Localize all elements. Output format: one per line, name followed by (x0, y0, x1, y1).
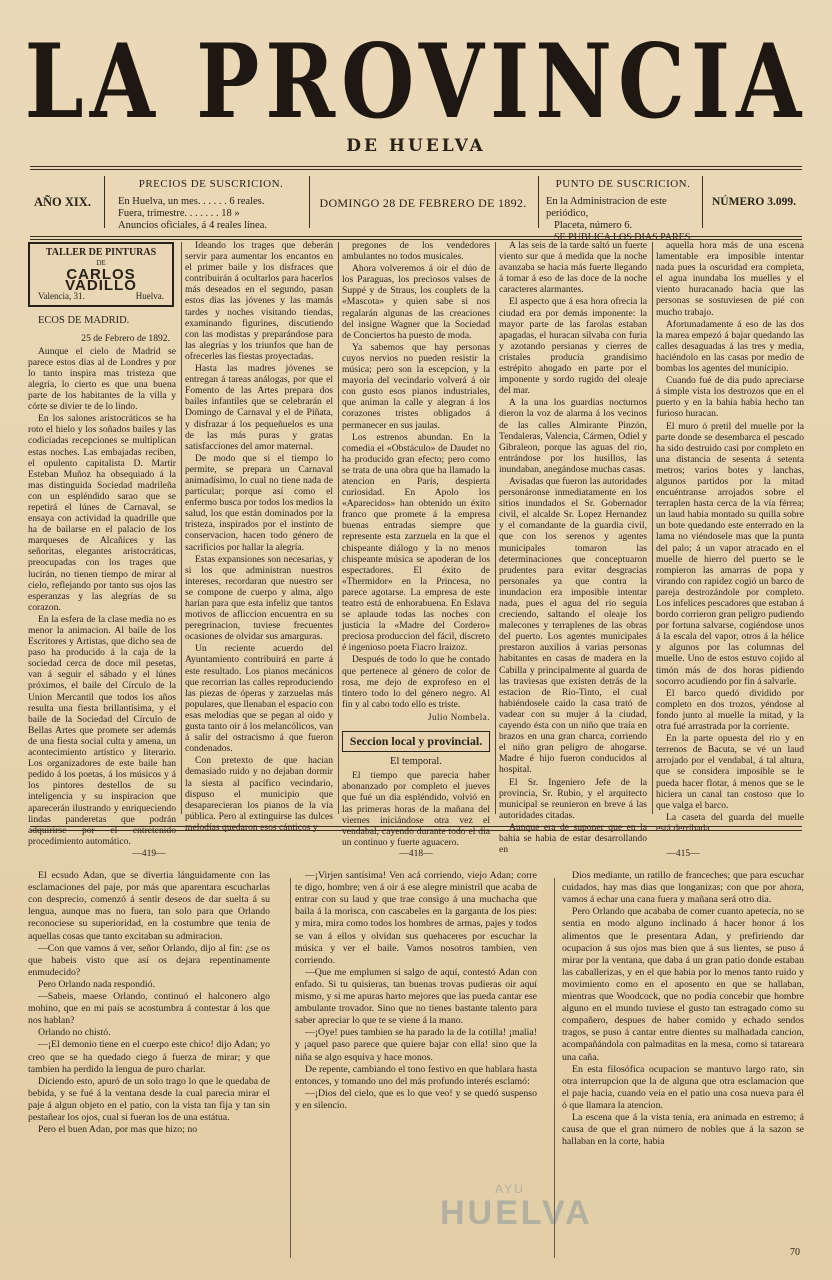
watermark-line: AYU (495, 1182, 525, 1196)
paragraph: De repente, cambiando el tono festivo en que hablara hasta entonces, y tomando uno del más profundo interés esclamó: (295, 1063, 537, 1087)
info-bar (30, 170, 802, 243)
ad-city: Huelva. (135, 291, 164, 302)
paragraph: En la esfera de la clase media no es menor la animacion. Al baile de los Escritores y Artistas, que dicho sea de paso ha producido á la caja de la sociedad cerca de doce mil pesetas, van á seguir el sábado y el lúnes próximos, el baile del Círculo de la Union Mercantil que todos los años resulta una fiesta brillantísima, y el baile de la Sociedad del Círculo de Bellas Artes que promete ser además de una fiesta social culta y amena, un acontecimiento artístico y literario. Los organizadores de este baile han pedido á los poetas, á los músicos y á los pintores destellos de su inteligencia y su inspiracion que aparecerán ilustrando y enriqueciendo lindas panderetas que podrán adquirirse por el entretenido procedimiento automático. (28, 613, 176, 847)
paragraph: —Sabeis, maese Orlando, continuó el halconero algo mohino, que en mi país se acostumbra á contestar á los que nos hablan? (28, 991, 270, 1027)
prices-line: Anuncios oficiales, á 4 reales línea. (118, 220, 267, 231)
folletin-page-number: —419— (132, 849, 166, 859)
paragraph: Afortunadamente á eso de las dos la marea empezó á bajar quedando las calles desaguadas á las tres y media, haciéndolo en las casas por medio de bombas los agentes del municipio. (656, 318, 804, 375)
date-cell (314, 170, 532, 234)
year-cell (30, 170, 100, 234)
point-title: PUNTO DE SUSCRICION. (555, 178, 691, 190)
folletin-rule-thin (30, 830, 802, 831)
paragraph: De modo que si el tiempo lo permite, se prepara un Carnaval animadísimo, lo cual no tiene nada de particular; porque así como el enfermo busca por todos los medios la salud, los que están dominados por la tristeza, inspirados por el instinto de conservacion, hacen todo género de sacrificios por hallar la alegría. (185, 452, 333, 553)
point-line: SE PUBLICA LOS DIAS PARES. (554, 232, 693, 243)
issue-date: DOMINGO 28 DE FEBRERO DE 1892. (319, 196, 527, 210)
info-rule (30, 236, 802, 237)
prices-cell (118, 170, 304, 234)
prices-line: En Huelva, un mes. . . . . . 6 reales. (118, 196, 265, 207)
paragraph: El barco quedó dividido por completo en dos trozos, yéndose al fondo junto al muelle la mitad, y la otra fué arrastrada por la corriente. (656, 687, 804, 733)
paragraph: —Que me emplumen si salgo de aquí, contestó Adan con enfado. Si tu quisieras, tan buenas trovas pudieras oir aquí mismo, y si me apuras harto mejores que las pueda cantar ese ambulante trovador. Sino que no tienes bastante talento para saber apreciar lo que te se viene á la mano. (295, 966, 537, 1027)
paragraph: Hasta las madres jóvenes se entregan á tareas análogas, por que el Fomento de las Artes prepara dos bailes infantiles que se celebrarán el Domingo de Carnaval y el de Piñata, y disfrazar á los pequeñuelos es una de las más puras y gratas satisfacciones del amor maternal. (185, 363, 333, 452)
point-cell (546, 170, 700, 243)
prices-line: Fuera, trimestre. . . . . . . 18 » (118, 208, 240, 219)
paragraph: Después de todo lo que he contado que pertenece al género de color de rosa, me dejo de exprofeso en el tintero todo lo del género negro. Al fin y al cabo todo ello es triste. (342, 654, 490, 710)
paragraph: Orlando no chistó. (38, 1027, 111, 1039)
paragraph: —¡El demonio tiene en el cuerpo este chico! dijo Adan; yo creo que se ha quedado ciego á fuerza de mirar; y que tambien ha perdido la lengua de puro charlar. (28, 1039, 270, 1075)
paragraph: Un reciente acuerdo del Ayuntamiento contribuirá en parte á este resultado. Los pianos mecánicos que recorrian las calles reproduciendo las piezas de óperas y zarzuelas más populares, que llenaban el espacio con esas melodías que se pegan al oido y gusta tanto oir á los melancólicos, van á salir del ostracismo á que fueron condenados. (185, 643, 333, 755)
article-heading: ECOS DE MADRID. (38, 315, 130, 327)
advertisement (28, 242, 174, 307)
paragraph: —Con que vamos á ver, señor Orlando, dijo al fin: ¿se os que habeis visto que así os dejara repentinamente enmudecido? (28, 942, 270, 978)
paragraph: —¡Virjen santísima! Ven acá corriendo, viejo Adan; corre te digo, hombre; ven á oir á ese alegre ministril que acaba de entrar con su laud y que trae consigo á una muchacha que baila á la morisca, con cascabeles en la garganta de los pies: y mira, mira como todos los hombres de armas, pajes y todos se van á ellos y olvidan sus quehaceres por escuchar la música y ver el baile. Vamos nosotros tambien, ven corriendo. (295, 870, 537, 966)
point-line: En la Administracion de este periódico, (546, 196, 667, 219)
paragraph: Aunque el cielo de Madrid se parece estos dias al de Londres y por lo tanto inspira mas tristeza que alegría, lo cierto es que una buena parte de los habitantes de la villa y córte se divier te de lo lindo. (28, 345, 176, 413)
issue-number: NÚMERO 3.099. (711, 196, 796, 208)
ad-name: CARLOS VADILLO (65, 266, 137, 295)
column-3 (342, 240, 490, 848)
paragraph: El ecsudo Adan, que se divertia lánguidamente con las esclamaciones del paje, por más que aparentara escucharlas con desprecio, comenzó á sentir deseos de dar suelta á su lengua, aunque mas no fuera, tan solo para que Orlando reconociese su superioridad, en la costumbre que tenia de aquellas cosas que tanto excitaban su admiracion. (28, 870, 270, 942)
paragraph: En los salones aristocráticos se ha roto el hielo y los soñados bailes y las codiciadas recepciones se multiplican estas noches. Las embajadas reciben, el opulento capitalista D. Martir Esteban Muñoz ha obsequiado á la mas distinguida Sociedad madrileña con un espléndido sarao que se repetirá el lúnes de Carnaval, se ensaya con actividad la quadrille que ha de bailarse en el palacio de los marqueses de Alcañices y las señoritas, elegantes aristocráticas, preocupadas con los trages que lucirán, no tienen tiempo de mirar al cielo, reflejando por tanto sus ojos las esperanzas y las alegrías de su corazon. (28, 413, 176, 613)
folletin-column-3 (562, 848, 804, 1258)
paragraph: Con pretexto de que hacian demasiado ruido y no dejaban dormir la siesta al pacífico vecindario, dispuso el municipio que desaparecieran los pianos de la vía pública. Pero al extinguirse las dulces melodías quedaron esos cánticos y (185, 755, 333, 833)
paragraph: Cuando fué de dia pudo apreciarse á simple vista los destrozos que en el puerto y en la bahía habia hecho tan furioso huracan. (656, 375, 804, 420)
info-separator (702, 176, 703, 228)
paragraph: Ahora volveremos á oir el dúo de los Paraguas, los preciosos valses de Suppé y de Straus, los couplets de la «Mascota» y quien sabe si nos regalarán algunas de las creaciones del insigne Wagner que la Sociedad de Conciertos ha puesto de moda. (342, 263, 490, 341)
paragraph: —¡Dios del cielo, que es lo que veo! y se quedó suspenso y en silencio. (295, 1087, 537, 1111)
paragraph: El tiempo que parecia haber abonanzado por completo el jueves que fué un dia espléndido, volvió en las primeras horas de la mañana del viernes iniciándose otra vez el vendabal, cayendo durante todo el dia un continuo y fuerte aguacero. (342, 770, 490, 848)
info-separator (309, 176, 310, 228)
paragraph: El aspecto que á esa hora ofrecia la ciudad era por demás imponente: la mayor parte de las farolas estaban apagadas, el huracan silvaba con furia y azotando persianas y cierres de cristales producía grandísimo estrépito ahogado en parte por el imponente y sordo rugido del oleaje del mar. (499, 296, 647, 397)
top-rule (30, 166, 802, 167)
paragraph: Pero Orlando que acababa de comer cuanto apetecía, no se sentia en modo alguno inclinado á hacer honor á los alimentos que le presentara Adan, y prefiriendo dar ocupacion á sus ojos mas bien que á sus lientes, se puso á mirar por la ventana, que daba á un gran patio donde estaban las caballerizas, y en el que habia por lo menos tanto ruido y movimiento como en el aposento en que se hallaban, mientras que Woodcock, que no podía concebir que hombre alguno en el mundo tuviese el gusto tan estragado como su compañero, despues de haber comido y echado sendos tragos, se puso á cantar entre dientes su malhadada cancion, acompañándola con palmaditas en la mesa, como si tatareara una caña. (562, 906, 804, 1063)
paragraph: La caseta del guarda del muelle está derribada. (656, 811, 804, 834)
paragraph: Los estrenos abundan. En la comedia el «Obstáculo» de Daudet no ha producido gran efecto; pero como se trata de una obra que ha llamado la atencion en París, despierta curiosidad. En Apolo los «Aparecidos» han obtenido un éxito franco que promete á la empresa buenas entradas siempre que represente esta zarzuela en la que el chispeante diálogo y la no menos chispeante música se apoderan de los espectadores. El éxito de «Thermidor» en la Princesa, no parece agotarse. La empresa de este teatro está de enhorabuena. En Eslava se aplaude todas las noches con justicia la «Madre del Cordero» preciosa produccion del fácil, discreto é ingenioso poeta Fiacro Iraizoz. (342, 431, 490, 654)
paragraph: En esta filosófica ocupacion se mantuvo largo rato, sin otra interrupcion que la de alguna que otra esclamacion que el paje hacia, cuando veia en el patio una cosa nueva para él ó que llamara la atencion. (562, 1063, 804, 1111)
paragraph: Dios mediante, un ratillo de franceches; que para escuchar cuidados, hay mas dias que longanizas; con que por ahora, vamos á echar una cana fuera y mañana será otro dia. (562, 870, 804, 906)
ad-line: TALLER DE PINTURAS (45, 247, 157, 258)
paragraph: La escena que á la vista tenía, era animada en estremo; á causa de que el gran número de nobles que á la sazon se hallaban en la corte, habia (562, 1111, 804, 1148)
article-date: 25 de Febrero de 1892. (81, 332, 170, 344)
column-4 (499, 240, 647, 856)
paragraph: En la parte opuesta del rio y en terrenos de Bacuta, se vé un laud arrojado por el vendabal, á tal altura, que se considera imposible se le pueda hacer flotar, á menos que se le hiciera un canal tan costoso que lo que valga el barco. (656, 733, 804, 811)
archive-watermark (440, 1182, 593, 1262)
watermark-line: HUELVA (440, 1194, 593, 1232)
masthead (0, 20, 832, 142)
paragraph: A las seis de la tarde saltó un fuerte viento sur que á medida que la noche avanzaba se hacia más fuerte llegando á tomar á eso de las doce de la noche caracteres alarmantes. (499, 240, 647, 296)
paragraph: Estas expansiones son necesarias, y si los que administran nuestros intereses, recordaran que nuestro ser se compone de cuerpo y alma, algo harían para que esta infeliz que tantos motivos de afliccion encuentra en su peregrinacion, tuviese frecuentes ocasiones de olvidar sus amarguras. (185, 553, 333, 643)
paragraph: —¡Oye! pues tambien se ha parado la de la cotilla! ¡malia! y ¡aquel paso parece que quiere bajar con ella! sino que la niña se algo esquiva y hace monos. (295, 1027, 537, 1063)
paragraph: Aunque era de suponer que en la bahía se habia de estar desarrollando en (499, 821, 647, 856)
prices-title: PRECIOS DE SUSCRICION. (138, 178, 284, 190)
subheading: El temporal. (390, 756, 442, 768)
ad-street: Valencia, 31. (38, 291, 85, 302)
paragraph: El muro ó pretil del muelle por la parte donde se desembarca el pescado ha sido destruido casi por completo en una distancia de sesenta á setenta metros; varios botes y lanchas, algunos partidos por la mitad encuéntranse arrojados sobre el terraplen hasta cerca de la vía férrea; un laud habia montado su quilla sobre un bote quedando este enterrado en la lama no viéndosele mas que la punta del palo; á un vapor atracado en el muelle de hierro del puerto se le rompieron las amarras de popa y virando con rapidez cogió un barco de pareja destrozándole por completo. Los infelices pescadores que estaban á bordo corrieron gran peligro pudiendo por fortuna salvarse, cogiéndose unos á la escala del vapor, otros á la hélice y algunos por las columnas del muelle. Uno de estos estuvo cojido al timón más de dos horas pidiendo socorro acudiendo por fin á salvarle. (656, 420, 804, 687)
folletin-column-1 (28, 848, 270, 1258)
paragraph: Pero Orlando nada respondió. (38, 978, 155, 990)
info-separator (104, 176, 105, 228)
paragraph: Diciendo esto, apuró de un solo trago lo que le quedaba de bebida, y se fué á la ventana desde la cual parecia mirar el paje á algun objeto en el patio, con la vista tan fija y tan sin pestañear los ojos, cual si fueran los de una estátua. (28, 1075, 270, 1123)
folletin (28, 848, 804, 1258)
paragraph: Avisadas que fueron las autoridades personáronse inmediatamente en los sitios inundados el Sr. Gobernador civil, el alcalde Sr. Lopez Hernandez y el comandante de la guardia civil, que con los serenos y agentes municipales tomaron las determinaciones que conceptuaron prudentes para evitar desgracias personales ya que contra la inundacion era imposible intentar nada, pues el agua del rio seguia creciendo, saltando el oleaje los malecones y terraplenes de las obras del puerto. Los agentes municipales prestaron auxilios á varias personas habitantes en casas de madera en la Cabilla y principalmente al guarda de las traviesas que existen detrás de la estacion de Rio-Tinto, el cual habiéndosele caido la casa trató de vadear con su mujer á la ciudad, cayendo ésta con un niño que traía en brazos en una gran charca, corriendo el niño gran peligro de ahogarse. Madre é hijo fueron conducidos al hospital. (499, 475, 647, 776)
number-cell (706, 170, 802, 234)
paragraph: aquella hora más de una escena lamentable era imposible intentar nada pues la oscuridad era completa, el agua inundaba los muelles y el viento huracanado hacia que las personas se sostuviesen de pié con mucho trabajo. (656, 240, 804, 318)
section-title: Seccion local y provincial. (342, 731, 490, 752)
folletin-page-number: —418— (399, 849, 433, 859)
folletin-page-number: —415— (666, 849, 700, 859)
point-line: Placeta, número 6. (554, 220, 633, 231)
ad-line: DE (96, 259, 106, 268)
paragraph: Ya sabemos que hay personas cuyos nervios no pueden resistir la música; pero son la escepcion, y la mayoria del vecindario volverá á oir con gusto esos pianos industriales, que animan la calle y alegran á los corazones tristes obligados á permanecer en sus jaulas. (342, 341, 490, 431)
column-5 (656, 240, 804, 834)
paragraph: pregones de los vendedores ambulantes no todos musicales. (342, 240, 490, 263)
page-number: 70 (790, 1247, 800, 1258)
paragraph: Ideando los trages que deberán servir para aumentar los encantos en el primer baile y los disfraces que contribuirán á ocultarlos para hacerlos más deseados en el segundo, pasan estos dias las jóvenes y las mamás tardes y noches visitando tiendas, examinando figurines, discutiendo con las modistas y preparándose para las alegrías y los triunfos que han de ofrecerles las fiestas proyectadas. (185, 240, 333, 362)
masthead-title: LA PROVINCIA (24, 20, 808, 142)
paragraph: A la una los guardias nocturnos dieron la voz de alarma á los vecinos de las calles Almirante Pinzón, Tendaleras, Valencia, Cármen, Odiel y Gibraleon, porque las aguas del rio, entrándose por los husillos, las inundaban, anegándose muchas casas. (499, 397, 647, 475)
paragraph: El Sr. Ingeniero Jefe de la provincia, Sr. Rubio, y el arquitecto municipal se reunieron en breve á las autoridades citadas. (499, 776, 647, 821)
column-1 (28, 240, 176, 847)
column-2 (185, 240, 333, 833)
paragraph: Pero el buen Adan, por mas que hizo; no (38, 1124, 198, 1136)
masthead-subtitle: DE HUELVA (346, 136, 486, 156)
info-separator (538, 176, 539, 228)
year-label: AÑO XIX. (34, 195, 91, 209)
folletin-rule (30, 826, 802, 827)
signature: Julio Nombela. (428, 711, 490, 722)
